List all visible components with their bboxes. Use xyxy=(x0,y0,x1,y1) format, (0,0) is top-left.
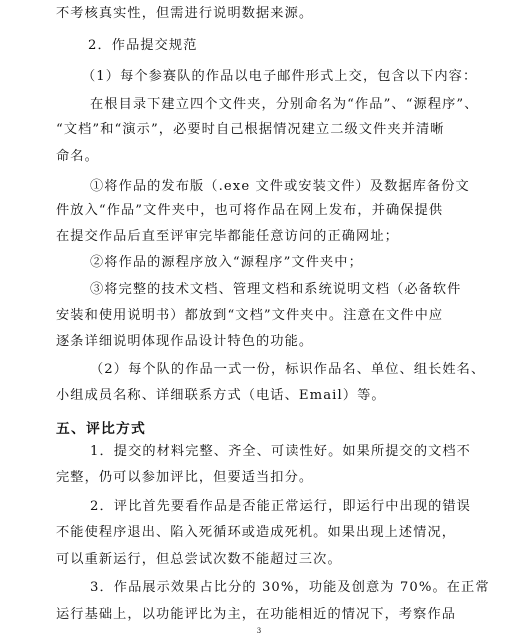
evaluation-line: 运行基础上，以功能评比为主，在功能相近的情况下，考察作品 xyxy=(56,607,457,622)
paragraph-line: 件放入“作品”文件夹中，也可将作品在网上发布，并确保提供 xyxy=(56,203,444,218)
paragraph-line: “文档”和“演示”，必要时自己根据情况建立二级文件夹并清晰 xyxy=(56,122,445,137)
paragraph-line: ③将完整的技术文档、管理文档和系统说明文档（必备软件 xyxy=(90,282,462,297)
paragraph-line: 在根目录下建立四个文件夹，分别命名为“作品”、“源程序”、 xyxy=(90,97,479,112)
page-number: 3 xyxy=(256,627,262,635)
paragraph-line: 不考核真实性，但需进行说明数据来源。 xyxy=(56,6,314,21)
paragraph-line: 安装和使用说明书）都放到“文档”文件夹中。注意在文件中应 xyxy=(56,308,444,323)
evaluation-line: 可以重新运行，但总尝试次数不能超过三次。 xyxy=(56,552,342,567)
evaluation-line: 完整，仍可以参加评比，但要适当扣分。 xyxy=(56,470,314,485)
evaluation-line: 1．提交的材料完整、齐全、可读性好。如果所提交的文档不 xyxy=(90,444,471,459)
evaluation-line: 3．作品展示效果占比分的 30%，功能及创意为 70%。在正常 xyxy=(90,580,490,595)
paragraph-line: 小组成员名称、详细联系方式（电话、Email）等。 xyxy=(56,388,386,403)
evaluation-line: 不能使程序退出、陷入死循环或造成死机。如果出现上述情况， xyxy=(56,525,457,540)
section-heading: 五、评比方式 xyxy=(56,421,146,437)
paragraph-line: 逐条详细说明体现作品设计特色的功能。 xyxy=(56,334,314,349)
paragraph-line: （2）每个队的作品一式一份，标识作品名、单位、组长姓名、 xyxy=(90,362,486,377)
paragraph-line: ②将作品的源程序放入“源程序”文件夹中； xyxy=(90,255,363,270)
paragraph-line: ①将作品的发布版（.exe 文件或安装文件）及数据库备份文 xyxy=(90,179,470,194)
subsection-title: 2．作品提交规范 xyxy=(88,38,198,53)
paragraph-line: 命名。 xyxy=(56,149,99,164)
paragraph-line: （1）每个参赛队的作品以电子邮件形式上交，包含以下内容： xyxy=(82,69,478,84)
evaluation-line: 2．评比首先要看作品是否能正常运行，即运行中出现的错误 xyxy=(90,499,471,514)
paragraph-line: 在提交作品后直至评审完毕都能任意访问的正确网址； xyxy=(56,229,399,244)
